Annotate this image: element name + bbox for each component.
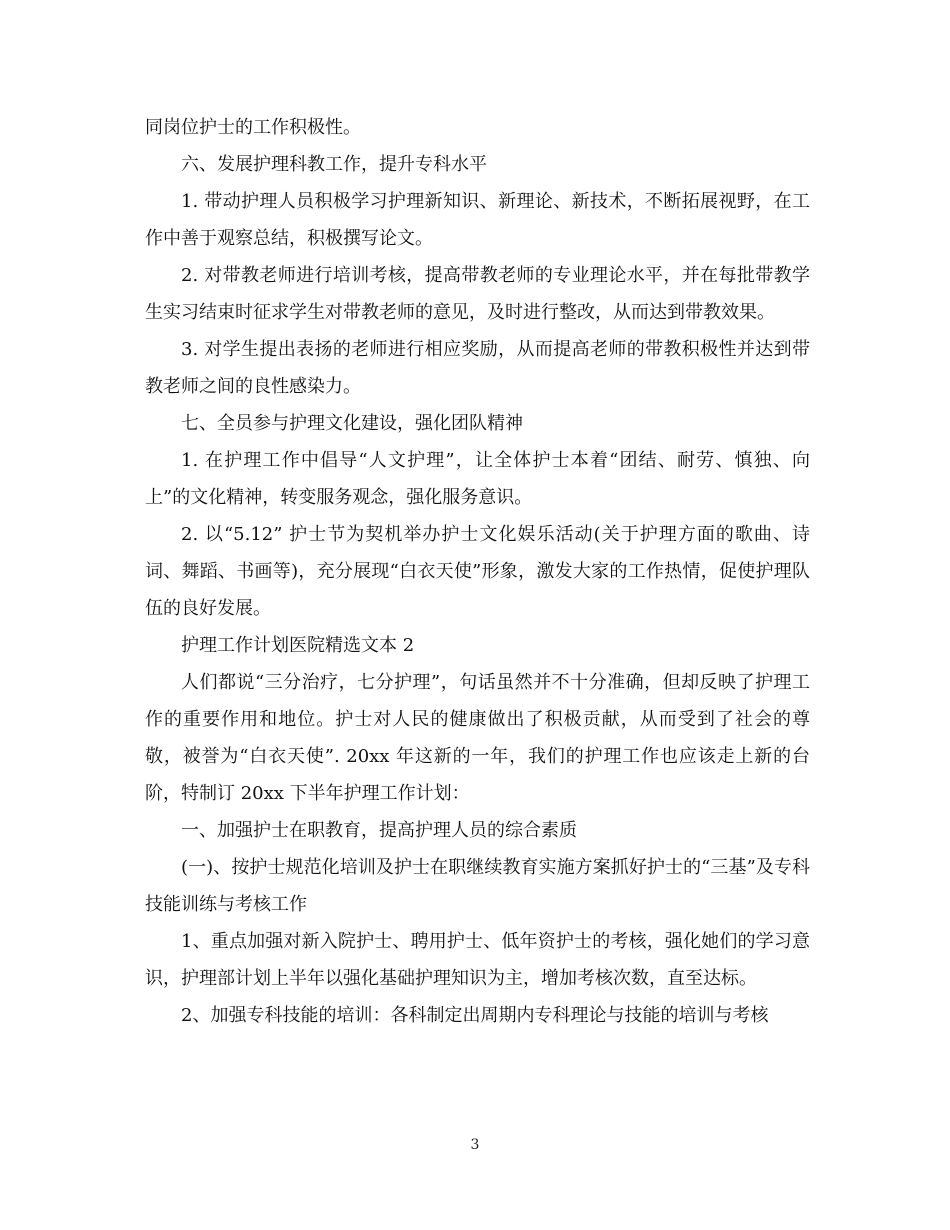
paragraph-item: 1. 带动护理人员积极学习护理新知识、新理论、新技术，不断拓展视野，在工作中善于观察总结，积极撰写论文。 xyxy=(145,191,810,249)
section-heading-one: 一、加强护士在职教育，提高护理人员的综合素质 xyxy=(181,820,577,841)
document-subtitle: 护理工作计划医院精选文本 2 xyxy=(181,635,415,656)
paragraph-item: 2. 以“5.12” 护士节为契机举办护士文化娱乐活动(关于护理方面的歌曲、诗词、舞蹈、书画等)，充分展现“白衣天使”形象，激发大家的工作热情，促使护理队伍的良好发展。 xyxy=(145,524,810,619)
paragraph-continuation: 同岗位护士的工作积极性。 xyxy=(145,117,361,138)
page-number: 3 xyxy=(470,1137,480,1153)
section-heading-seven: 七、全员参与护理文化建设，强化团队精神 xyxy=(181,413,523,434)
paragraph-intro: 人们都说“三分治疗，七分护理”，句话虽然并不十分准确，但却反映了护理工作的重要作用和地位。护士对人民的健康做出了积极贡献，从而受到了社会的尊敬，被誉为“白衣天使”. 20xx 年这新的一年，我们的护理工作也应该走上新的台阶，特制订 20xx 下半年护理工作计划： xyxy=(145,672,810,804)
paragraph-item: 3. 对学生提出表扬的老师进行相应奖励，从而提高老师的带教积极性并达到带教老师之间的良性感染力。 xyxy=(145,339,810,397)
section-heading-six: 六、发展护理科教工作，提升专科水平 xyxy=(181,154,487,175)
paragraph-item: 2、加强专科技能的培训：各科制定出周期内专科理论与技能的培训与考核 xyxy=(181,1005,769,1026)
paragraph-item: 2. 对带教老师进行培训考核，提高带教老师的专业理论水平，并在每批带教学生实习结束时征求学生对带教老师的意见，及时进行整改，从而达到带教效果。 xyxy=(145,265,810,323)
paragraph-item: 1. 在护理工作中倡导“人文护理”，让全体护士本着“团结、耐劳、慎独、向上”的文化精神，转变服务观念，强化服务意识。 xyxy=(145,450,810,508)
paragraph-item: 1、重点加强对新入院护士、聘用护士、低年资护士的考核，强化她们的学习意识，护理部计划上半年以强化基础护理知识为主，增加考核次数，直至达标。 xyxy=(145,931,810,989)
subsection-heading: (一)、按护士规范化培训及护士在职继续教育实施方案抓好护士的“三基”及专科技能训练与考核工作 xyxy=(145,857,810,915)
document-body xyxy=(145,109,810,1034)
